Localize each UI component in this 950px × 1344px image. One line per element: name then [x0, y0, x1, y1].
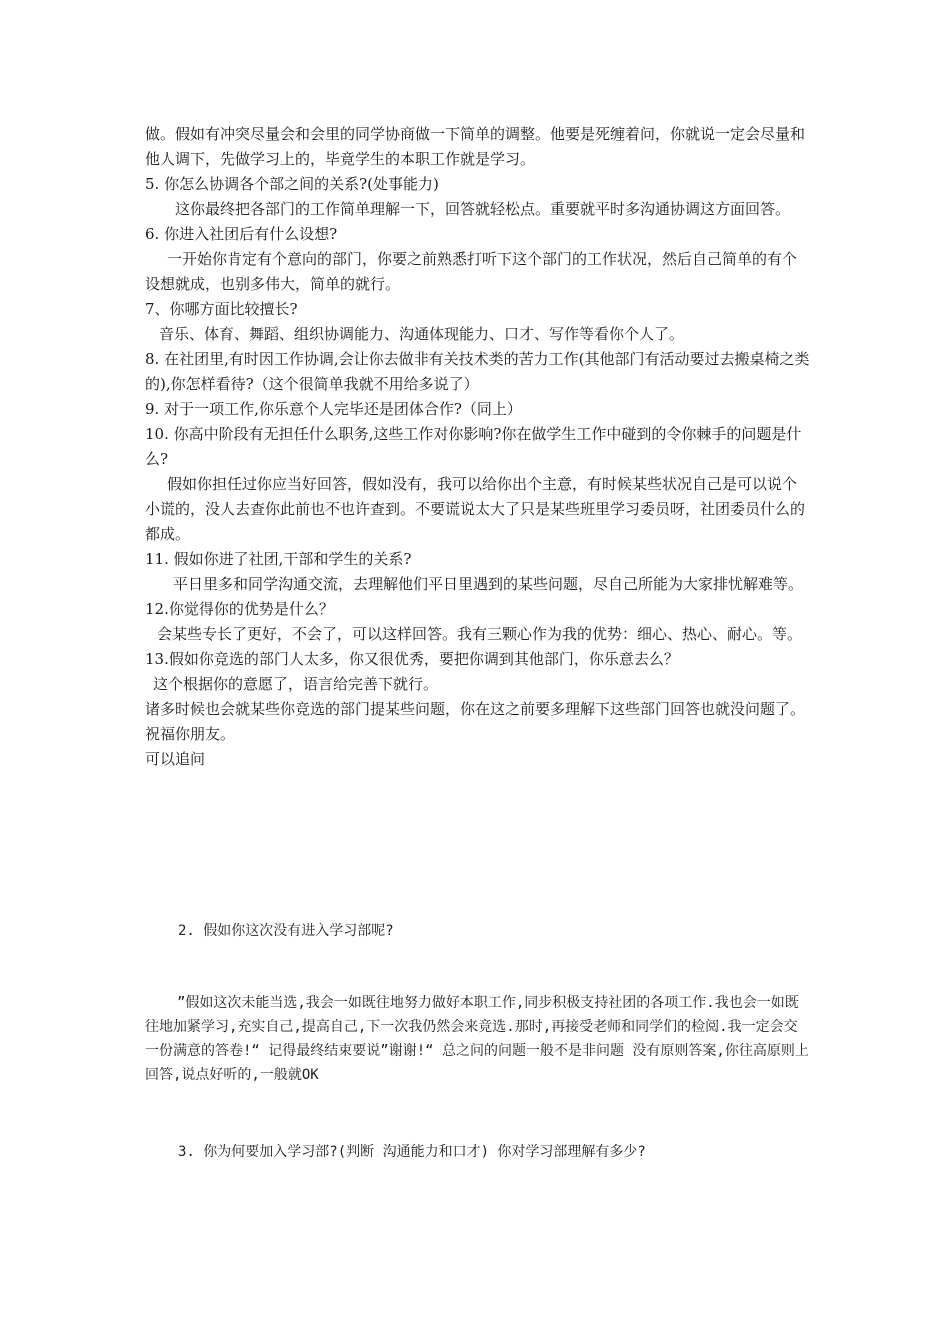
question-12: 12.你觉得你的优势是什么？: [145, 600, 334, 618]
answer-10: 假如你担任过你应当好回答，假如没有，我可以给你出个主意，有时候某些状况自己是可以说个小谎的，没人去查你此前也不也许查到。不要谎说太大了只是某些班里学习委员呀，社团委员什么的都成。: [145, 475, 806, 543]
follow-up-note: 可以追问: [145, 750, 206, 768]
question-2: 2. 假如你这次没有进入学习部呢?: [178, 923, 394, 939]
question-6: 6. 你进入社团后有什么设想?: [145, 225, 338, 243]
question-3: 3. 你为何要加入学习部?(判断 沟通能力和口才) 你对学习部理解有多少?: [178, 1144, 646, 1160]
question-3-heading: [178, 1140, 843, 1164]
question-11: 11. 假如你进了社团,干部和学生的关系?: [145, 550, 412, 568]
answer-12: 会某些专长了更好，不会了，可以这样回答。我有三颗心作为我的优势：细心、热心、耐心。等。: [157, 625, 803, 643]
question-5: 5. 你怎么协调各个部之间的关系?(处事能力): [145, 175, 439, 193]
answer-13: 这个根据你的意愿了，语言给完善下就行。: [153, 675, 439, 693]
qa-body: [145, 122, 810, 772]
question-8: 8. 在社团里,有时因工作协调,会让你去做非有关技术类的苦力工作(其他部门有活动要过去搬桌椅之类的),你怎样看待?（这个很简单我就不用给多说了）: [145, 350, 810, 393]
paragraph: 做。假如有冲突尽量会和会里的同学协商做一下简单的调整。他要是死缠着问，你就说一定会尽量和他人调下，先做学习上的，毕竟学生的本职工作就是学习。: [145, 125, 806, 168]
answer-6: 一开始你肯定有个意向的部门，你要之前熟悉打听下这个部门的工作状况，然后自己简单的有个设想就成，也别多伟大，简单的就行。: [145, 250, 798, 293]
answer-2: ”假如这次未能当选,我会一如既往地努力做好本职工作,同步积极支持社团的各项工作.我也会一如既往地加紧学习,充实自己,提高自己,下一次我仍然会来竞选.那时,再接受老师和同学们的检阅.我一定会交一份满意的答卷!“ 记得最终结束要说”谢谢!“ 总之问的问题一般不是非问题 没有原则答案,你往高原则上回答,说点好听的,一般就OK: [145, 995, 809, 1083]
question-10: 10. 你高中阶段有无担任什么职务,这些工作对你影响?你在做学生工作中碰到的令你棘手的问题是什么?: [145, 425, 802, 468]
question-9: 9. 对于一项工作,你乐意个人完毕还是团体合作?（同上）: [145, 400, 522, 418]
answer-5: 这你最终把各部门的工作简单理解一下，回答就轻松点。重要就平时多沟通协调这方面回答。: [175, 200, 791, 218]
answer-2-block: [145, 991, 810, 1087]
answer-11: 平日里多和同学沟通交流，去理解他们平日里遇到的某些问题，尽自己所能为大家排忧解难等。: [173, 575, 804, 593]
question-7: 7、你哪方面比较擅长?: [145, 300, 298, 318]
question-13: 13.假如你竞选的部门人太多，你又很优秀，要把你调到其他部门，你乐意去么？: [145, 650, 679, 668]
closing-note: 诸多时候也会就某些你竞选的部门提某些问题，你在这之前要多理解下这些部门回答也就没问题了。祝福你朋友。: [145, 700, 806, 743]
question-2-heading: [178, 919, 843, 943]
answer-7: 音乐、体育、舞蹈、组织协调能力、沟通体现能力、口才、写作等看你个人了。: [159, 325, 685, 343]
